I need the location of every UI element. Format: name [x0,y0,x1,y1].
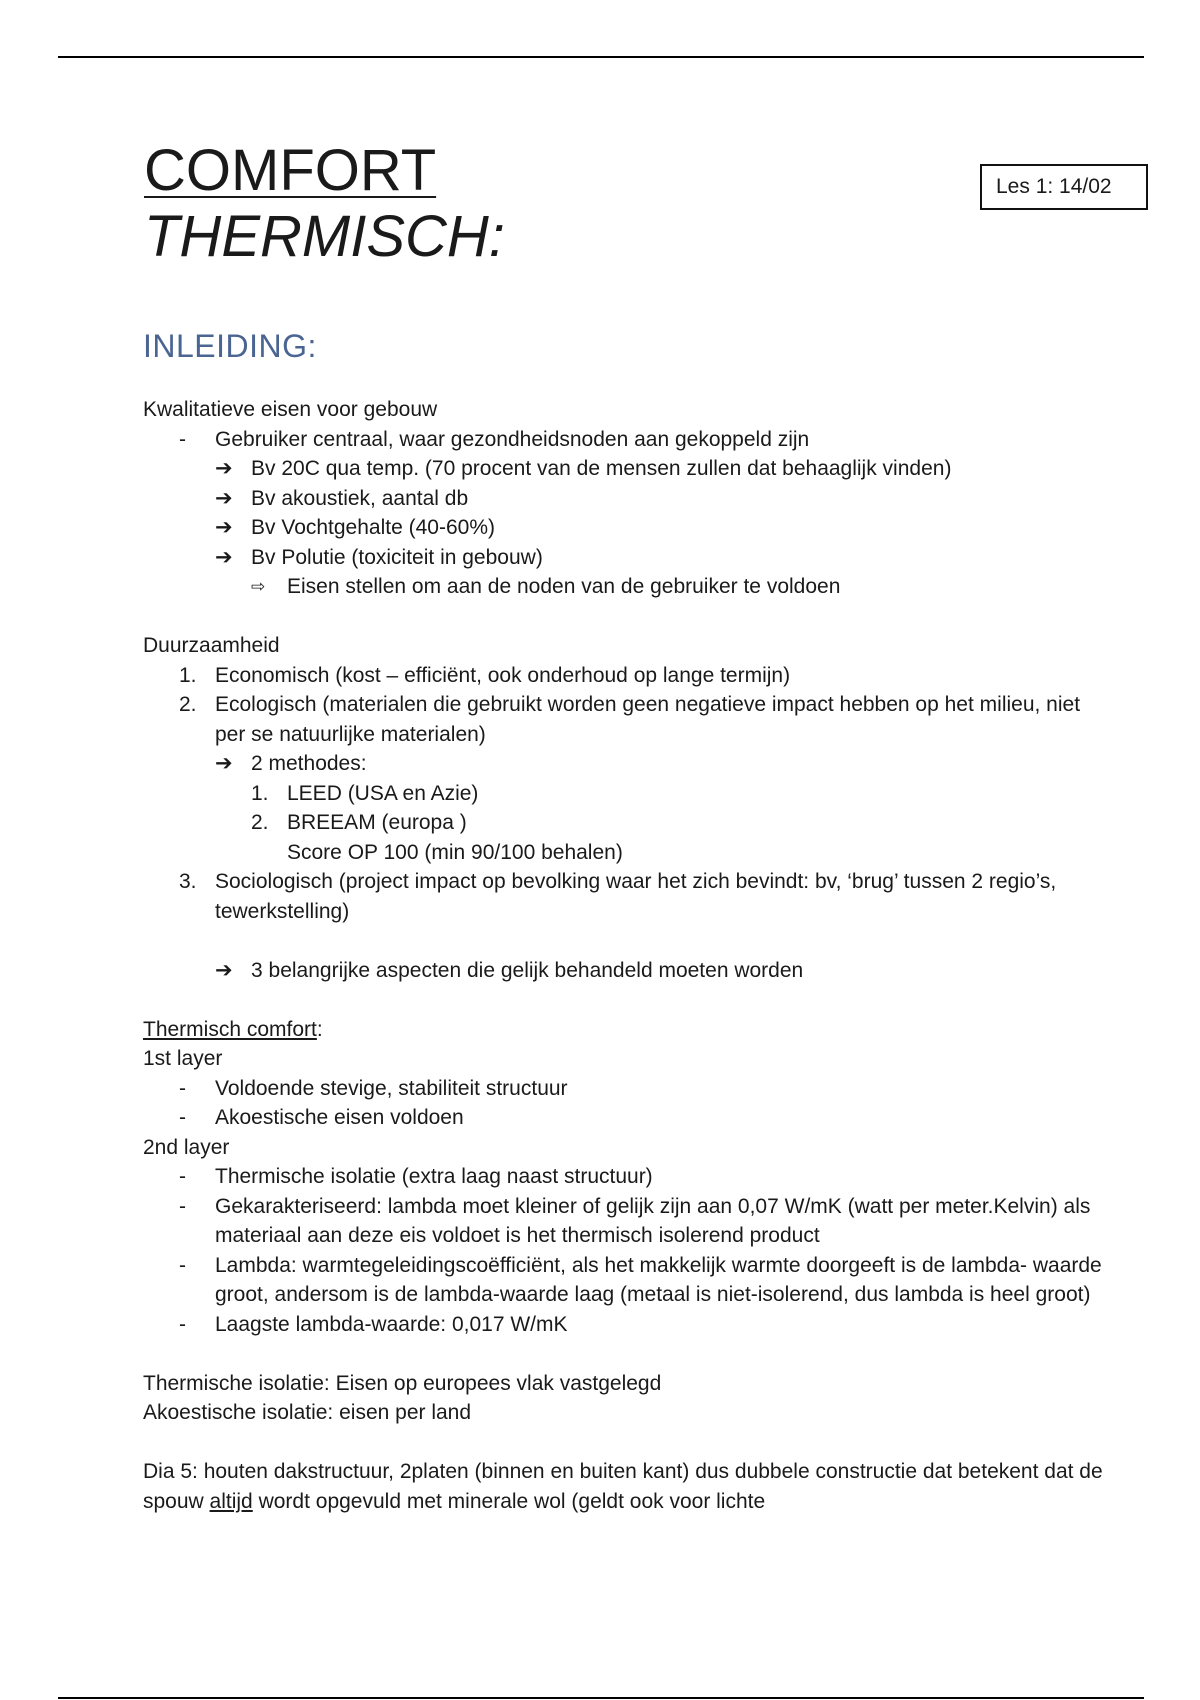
list-item: - Laagste lambda-waarde: 0,017 W/mK [179,1312,568,1336]
section-heading: INLEIDING: [143,328,317,364]
list-item: - Gekarakteriseerd: lambda moet kleiner of gelijk zijn aan 0,07 W/mK (watt per meter.Kelvin) als materiaal aan deze eis voldoet is het thermisch isolerend product [179,1194,1091,1247]
kwal-title: Kwalitatieve eisen voor gebouw [143,398,438,421]
page-title [144,138,505,269]
numbered-item: 1. Economisch (kost – efficiënt, ook onderhoud op lange termijn) [179,663,791,687]
arrow-icon: ➔ [215,958,233,982]
list-item: ➔ Bv Polutie (toxiciteit in gebouw) [143,543,1103,573]
list-item: ➔ Bv akoustiek, aantal db [143,484,1103,514]
thermo-title: Thermisch comfort: [143,1017,323,1041]
numbered-item: 3. Sociologisch (project impact op bevolking waar het zich bevindt: bv, ‘brug’ tussen 2 regio’s, tewerkstelling) [179,870,1057,923]
layer1-title: 1st layer [143,1047,223,1070]
layer2-title: 2nd layer [143,1135,230,1159]
iso-thermal: Thermische isolatie: Eisen op europees vlak vastgelegd [143,1371,662,1395]
arrow-icon: ➔ [215,457,233,480]
bottom-rule [58,1697,1144,1699]
method-score: Score OP 100 (min 90/100 behalen) [287,840,623,864]
list-item: - Thermische isolatie (extra laag naast structuur) [179,1165,653,1188]
top-rule [58,56,1144,58]
list-item: ➔ Bv 20C qua temp. (70 procent van de mensen zullen dat behaaglijk vinden) [143,454,1103,484]
title-line-2: THERMISCH: [144,204,505,269]
arrow-icon: ➔ [215,752,233,775]
iso-acoustic: Akoestische isolatie: eisen per land [143,1401,472,1424]
arrow-icon: ➔ [215,545,233,569]
numbered-item: 2. BREEAM (europa ) [251,811,467,834]
list-item: ➔ 3 belangrijke aspecten die gelijk behandeld moeten worden [143,956,1103,986]
list-item: ➔ 2 methodes: [143,749,1103,779]
numbered-item: 2. Ecologisch (materialen die gebruikt worden geen negatieve impact hebben op het milieu, niet per se natuurlijke materialen) [179,693,1081,746]
list-item: - Akoestische eisen voldoen [179,1106,464,1129]
document-body [143,395,1103,1516]
lesson-tag: Les 1: 14/02 [980,164,1148,210]
list-item: ➔ Bv Vochtgehalte (40-60%) [143,513,1103,543]
arrow-icon: ➔ [215,486,233,510]
list-item: - Lambda: warmtegeleidingscoëfficiënt, als het makkelijk warmte doorgeeft is de lambda- waarde groot, andersom is de lambda-waarde laag (metaal is niet-isolerend, dus lambda is heel groot) [179,1253,1102,1306]
hollow-arrow-icon: ⇨ [251,577,266,596]
arrow-icon: ➔ [215,516,233,539]
title-line-1: COMFORT [144,138,437,203]
dash-bullet: - [179,427,186,451]
list-item: - Gebruiker centraal, waar gezondheidsnoden aan gekoppeld zijn [143,425,1103,455]
list-item: ⇨ Eisen stellen om aan de noden van de gebruiker te voldoen [143,572,1103,602]
dia5-paragraph: Dia 5: houten dakstructuur, 2platen (binnen en buiten kant) dus dubbele constructie dat betekent dat de spouw altijd wordt opgevuld met minerale wol (geldt ook voor lichte [143,1460,1103,1513]
duur-title: Duurzaamheid [143,634,280,657]
numbered-item: 1. LEED (USA en Azie) [251,781,479,805]
list-item: - Voldoende stevige, stabiliteit structuur [179,1076,568,1100]
